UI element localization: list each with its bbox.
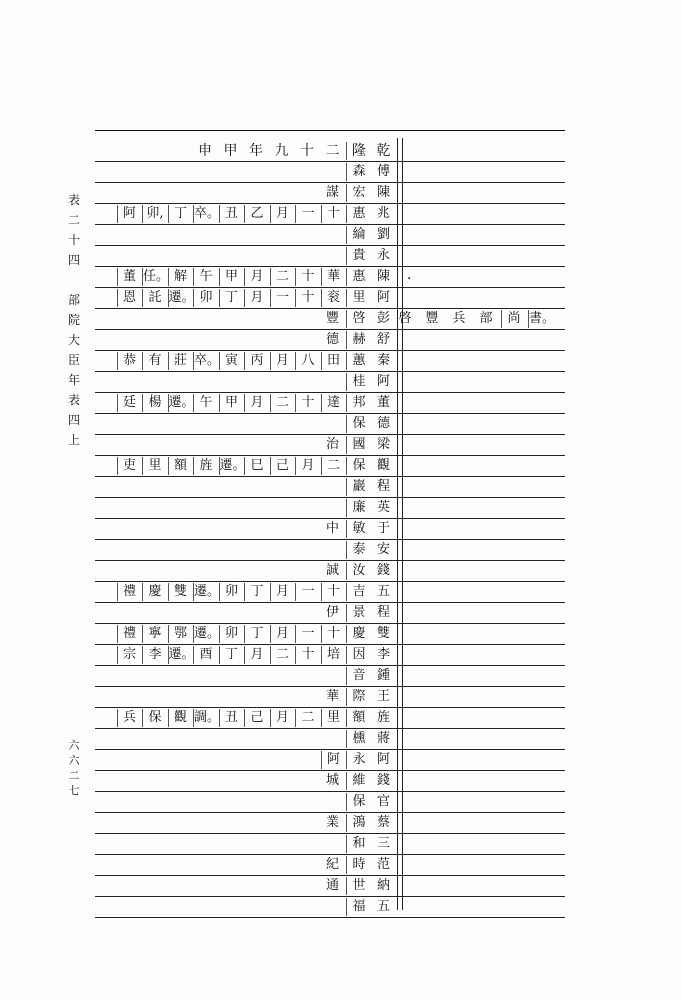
table-row <box>95 434 397 455</box>
table-cell: 丁 <box>219 289 244 307</box>
table-cell: 保 <box>346 793 371 811</box>
table-cell: 治 <box>325 437 339 452</box>
table-row <box>95 413 397 434</box>
table-cell: 二 <box>321 457 346 475</box>
table-cell: 陳 <box>376 269 390 284</box>
table-cell: 安 <box>376 542 390 557</box>
table-cell: 王 <box>376 689 390 704</box>
table-cell: 伊 <box>325 605 339 620</box>
table-cell: 廷 <box>117 394 142 412</box>
table-cell: 豐 <box>325 311 339 326</box>
table-row <box>95 161 397 182</box>
table-cell: 汝 <box>346 562 371 580</box>
table-cell: 惠 <box>346 268 371 286</box>
table-cell: 錢 <box>376 563 390 578</box>
table-cell: 十 <box>295 289 320 307</box>
table-row <box>95 455 397 476</box>
table-row <box>95 728 397 749</box>
side-title-char: 大 <box>67 333 80 347</box>
table-cell: 禮 <box>117 625 142 643</box>
table-row <box>95 224 397 245</box>
table-row <box>95 539 397 560</box>
table-cell: 額 <box>346 709 371 727</box>
side-title-char: 四 <box>67 413 80 427</box>
table-row <box>95 182 397 203</box>
table-cell: 董 <box>117 268 142 286</box>
table-cell: 秦 <box>376 353 390 368</box>
table-cell: 陳 <box>376 185 390 200</box>
table-cell: 赫 <box>346 331 371 349</box>
table-cell: 十 <box>300 143 314 159</box>
main-column-divider <box>397 138 398 910</box>
table-cell: 五 <box>376 584 390 599</box>
table-cell: 景 <box>346 604 371 622</box>
table-cell: 鍾 <box>376 668 390 683</box>
table-row <box>95 707 397 728</box>
table-cell: 鴻 <box>346 814 371 832</box>
table-cell: 任。 <box>143 269 170 284</box>
table-cell: 蕙 <box>346 352 371 370</box>
table-cell: 二 <box>270 268 295 286</box>
table-cell: 兆 <box>376 206 390 221</box>
table-cell: 納 <box>376 878 390 893</box>
table-cell: 觀 <box>376 458 390 473</box>
side-title-char <box>66 270 82 290</box>
table-cell: 衮 <box>321 289 346 307</box>
table-cell: 李 <box>376 647 390 662</box>
table-cell: 里 <box>346 289 371 307</box>
table-cell: 官 <box>376 794 390 809</box>
table-cell: 謀 <box>325 185 339 200</box>
table-row <box>95 623 397 644</box>
table-row <box>95 875 397 896</box>
table-row <box>95 329 397 350</box>
table-row <box>95 392 397 413</box>
table-cell: 午 <box>193 268 218 286</box>
table-cell: 丁 <box>244 625 269 643</box>
table-cell: 森 <box>346 163 371 181</box>
side-title-char: 表 <box>67 393 80 407</box>
table-cell: 月 <box>244 394 269 412</box>
table-cell: 宏 <box>346 184 371 202</box>
table-cell: 遷。 <box>194 626 221 641</box>
table-cell: 月 <box>244 289 269 307</box>
table-row <box>95 245 397 266</box>
table-cell: 貴 <box>346 247 371 265</box>
table-row <box>95 560 397 581</box>
table-cell: 城 <box>325 773 339 788</box>
table-cell: 月 <box>270 583 295 601</box>
table-cell: 月 <box>270 625 295 643</box>
table-cell: 際 <box>346 688 371 706</box>
side-title-char: 院 <box>67 313 80 327</box>
table-cell: 雙 <box>168 583 193 601</box>
table-row <box>95 896 397 917</box>
table-cell: 一 <box>270 289 295 307</box>
table-cell: 程 <box>376 479 390 494</box>
table-cell: 時 <box>346 856 371 874</box>
table-cell: 國 <box>346 436 371 454</box>
page-number-char: 七 <box>68 784 80 797</box>
table-cell: 邦 <box>346 394 371 412</box>
table-cell: 培 <box>321 646 346 664</box>
table-cell: 于 <box>376 521 390 536</box>
table-cell: 月 <box>244 268 269 286</box>
table-row <box>95 308 397 329</box>
table-cell: 永 <box>346 751 371 769</box>
table-cell: 五 <box>376 899 390 914</box>
table-cell: 己 <box>244 709 269 727</box>
side-title-char: 二 <box>67 213 80 227</box>
table-cell: 阿 <box>321 751 346 769</box>
table-cell: 二 <box>325 143 340 159</box>
top-rule <box>95 130 565 131</box>
table-row <box>95 686 397 707</box>
side-title-char: 臣 <box>67 353 80 367</box>
table-cell: 十 <box>321 625 346 643</box>
right-note-cell: 書。 <box>529 311 556 326</box>
table-cell: 寅 <box>219 352 244 370</box>
table-cell: 維 <box>346 772 371 790</box>
table-cell: 田 <box>321 352 346 370</box>
table-cell: 月 <box>270 352 295 370</box>
table-cell: 綸 <box>346 226 371 244</box>
table-cell: 櫄 <box>346 730 371 748</box>
table-row <box>95 581 397 602</box>
table-cell: 隆 <box>346 142 371 160</box>
table-cell: 卯 <box>193 289 218 307</box>
table-cell: 慶 <box>142 583 167 601</box>
table-cell: 彭 <box>376 311 390 326</box>
table-cell: 鄂 <box>168 625 193 643</box>
table-cell: 保 <box>346 457 371 475</box>
table-cell: 十 <box>321 205 346 223</box>
table-row <box>95 833 397 854</box>
table-cell: 泰 <box>346 541 371 559</box>
table-cell: 因 <box>346 646 371 664</box>
table-cell: 永 <box>376 248 390 263</box>
table-cell: 甲 <box>223 143 238 159</box>
table-cell: 蔡 <box>376 815 390 830</box>
table-cell: 范 <box>376 857 390 872</box>
table-cell: 舒 <box>376 332 390 347</box>
table-row <box>95 665 397 686</box>
table-row <box>95 644 397 665</box>
table-cell: 中 <box>325 521 339 536</box>
table-cell: 卒。 <box>194 353 221 368</box>
page-number <box>66 738 82 798</box>
table-cell: 乾 <box>376 143 391 159</box>
table-cell: 遷。 <box>168 290 195 305</box>
table-cell: 申 <box>198 143 212 159</box>
page-number-char: 二 <box>68 769 80 782</box>
table-cell: 莊 <box>168 352 193 370</box>
table-cell: 阿 <box>376 290 390 305</box>
table-cell: 額 <box>168 457 193 475</box>
table-cell: 卯, <box>142 205 167 223</box>
table-cell: 德 <box>376 416 390 431</box>
page-number-char: 六 <box>68 754 80 767</box>
table-cell: 董 <box>376 395 390 410</box>
table-cell: 一 <box>295 625 320 643</box>
table-cell: 桂 <box>346 373 371 391</box>
table-cell: 德 <box>325 332 339 347</box>
table-cell: 達 <box>321 394 346 412</box>
side-title-char: 表 <box>67 193 80 207</box>
table-cell: 卯 <box>219 625 244 643</box>
table-row <box>95 266 397 287</box>
table-cell: 福 <box>346 898 371 916</box>
table-cell: 三 <box>376 836 390 851</box>
table-cell: 遷。 <box>168 395 195 410</box>
table-cell: 巳 <box>244 457 269 475</box>
side-title-char: 年 <box>67 373 80 387</box>
table-cell: 劉 <box>376 227 390 242</box>
table-cell: 二 <box>295 709 320 727</box>
table-row <box>95 770 397 791</box>
table-cell: 二 <box>270 646 295 664</box>
table-cell: 和 <box>346 835 371 853</box>
table-cell: 阿 <box>376 752 390 767</box>
table-cell: 丑 <box>219 205 244 223</box>
table-cell: 丁 <box>244 583 269 601</box>
table-cell: 錢 <box>376 773 390 788</box>
table-cell: 蔣 <box>376 731 390 746</box>
table-cell: 楊 <box>142 394 167 412</box>
table-cell: 啓 <box>346 310 371 328</box>
table-cell: 業 <box>325 815 339 830</box>
table-cell: 梁 <box>376 437 390 452</box>
table-row <box>95 140 397 161</box>
table-cell: 有 <box>142 352 167 370</box>
table-cell: 廉 <box>346 499 371 517</box>
table-cell: 程 <box>376 605 390 620</box>
table-cell: 音 <box>346 667 371 685</box>
table-cell: 保 <box>346 415 371 433</box>
main-column-divider-2 <box>402 138 403 910</box>
table-row <box>95 371 397 392</box>
table-cell: 吏 <box>117 457 142 475</box>
side-title <box>66 190 82 450</box>
table-row <box>95 791 397 812</box>
table-cell: 里 <box>321 709 346 727</box>
table-cell: 遷。 <box>168 647 195 662</box>
table-cell: 遷。 <box>194 584 221 599</box>
table-row <box>95 749 397 770</box>
right-note-cell: 兵 <box>452 311 466 326</box>
table-cell: 甲 <box>219 394 244 412</box>
table-row <box>95 287 397 308</box>
table-cell: 傅 <box>376 164 390 179</box>
table-cell: 華 <box>321 268 346 286</box>
table-cell: 世 <box>346 877 371 895</box>
table-cell: 丁 <box>219 646 244 664</box>
table-cell: 旌 <box>193 457 218 475</box>
table-cell: 禮 <box>117 583 142 601</box>
table-cell: 十 <box>295 646 320 664</box>
table-cell: 十 <box>321 583 346 601</box>
side-title-char: 上 <box>67 433 80 447</box>
table-cell: 丑 <box>219 709 244 727</box>
table-row <box>95 476 397 497</box>
table-cell: 解 <box>168 268 193 286</box>
table-cell: 一 <box>295 583 320 601</box>
table-row <box>95 812 397 833</box>
margin-dot: . <box>407 267 412 283</box>
table-cell: 月 <box>244 646 269 664</box>
side-title-char: 十 <box>67 233 80 247</box>
table-cell: 十 <box>295 268 320 286</box>
right-note-cell: 啓 <box>398 311 412 326</box>
table-cell: 託 <box>142 289 167 307</box>
table-cell: 年 <box>249 143 263 159</box>
table-cell: 通 <box>325 878 339 893</box>
right-note-cell: 豐 <box>425 311 439 326</box>
table-cell: 調。 <box>194 710 221 725</box>
table-cell: 紀 <box>325 857 339 872</box>
table-cell: 月 <box>295 457 320 475</box>
table-cell: 惠 <box>346 205 371 223</box>
page-number-char: 六 <box>68 739 80 752</box>
table-cell: 里 <box>142 457 167 475</box>
table-cell: 觀 <box>168 709 193 727</box>
table-cell: 誠 <box>325 563 339 578</box>
table-cell: 卯 <box>219 583 244 601</box>
table-cell: 吉 <box>346 583 371 601</box>
side-title-char: 部 <box>67 293 80 307</box>
table-cell: 乙 <box>244 205 269 223</box>
table-cell: 恭 <box>117 352 142 370</box>
table-cell: 寧 <box>142 625 167 643</box>
row-rule <box>95 917 565 918</box>
table-cell: 九 <box>274 143 289 159</box>
table-cell: 巖 <box>346 478 371 496</box>
table-cell: 一 <box>295 205 320 223</box>
table-row <box>95 497 397 518</box>
table-cell: 二 <box>270 394 295 412</box>
table-row <box>95 518 397 539</box>
right-note-cell: 部 <box>479 311 493 326</box>
table-row <box>95 602 397 623</box>
table-cell: 酉 <box>193 646 218 664</box>
table-cell: 八 <box>295 352 320 370</box>
table-cell: 卒。 <box>194 206 221 221</box>
table-cell: 遷。 <box>219 458 246 473</box>
year-table <box>95 130 565 914</box>
side-title-char: 四 <box>67 253 80 267</box>
table-cell: 宗 <box>117 646 142 664</box>
table-row <box>95 350 397 371</box>
table-row <box>95 854 397 875</box>
table-cell: 阿 <box>376 374 390 389</box>
table-cell: 敏 <box>346 520 371 538</box>
table-cell: 甲 <box>219 268 244 286</box>
table-cell: 慶 <box>346 625 371 643</box>
table-cell: 保 <box>142 709 167 727</box>
table-cell: 恩 <box>117 289 142 307</box>
table-cell: 阿 <box>117 205 142 223</box>
table-cell: 月 <box>270 205 295 223</box>
table-cell: 李 <box>142 646 167 664</box>
table-cell: 兵 <box>117 709 142 727</box>
table-cell: 己 <box>270 457 295 475</box>
table-row <box>95 203 397 224</box>
table-cell: 午 <box>193 394 218 412</box>
table-cell: 雙 <box>376 626 390 641</box>
table-cell: 華 <box>325 689 339 704</box>
table-cell: 旌 <box>376 710 390 725</box>
table-cell: 英 <box>376 500 390 515</box>
right-note-cell: 尚 <box>501 310 526 328</box>
table-cell: 丙 <box>244 352 269 370</box>
table-cell: 十 <box>295 394 320 412</box>
table-cell: 月 <box>270 709 295 727</box>
table-cell: 丁 <box>168 205 193 223</box>
